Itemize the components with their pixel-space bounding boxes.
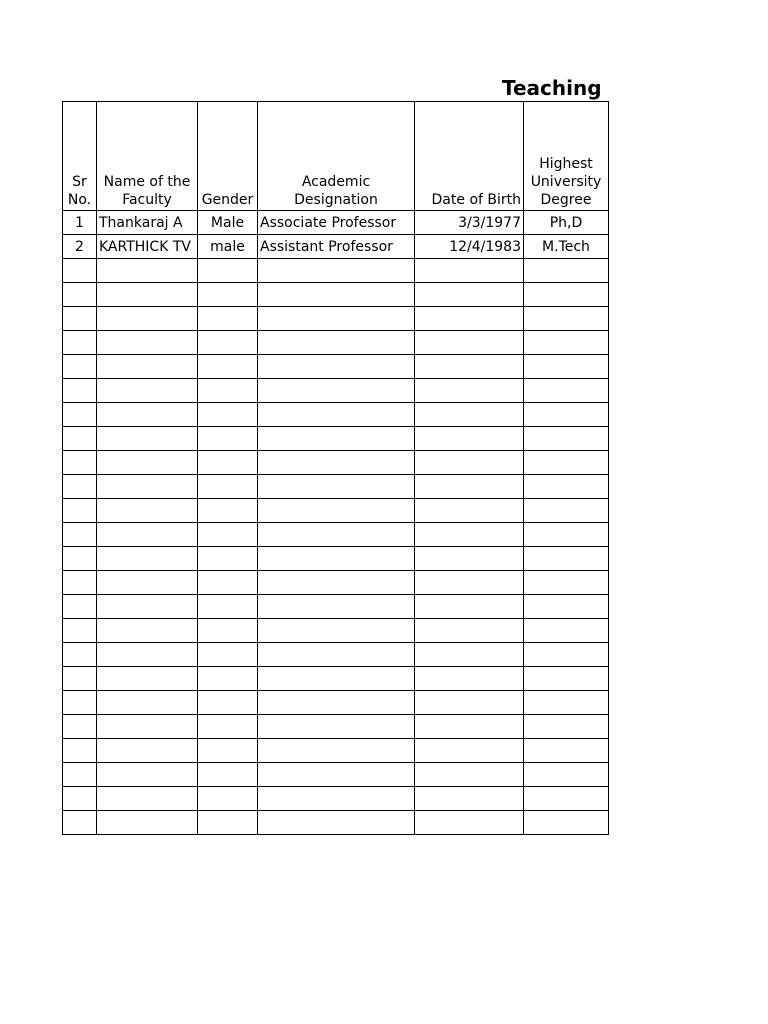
empty-cell-name[interactable] bbox=[97, 739, 198, 763]
sheet-title: Teaching bbox=[502, 76, 602, 100]
empty-cell-gender[interactable] bbox=[198, 259, 258, 283]
empty-row bbox=[63, 715, 609, 739]
empty-cell-gender[interactable] bbox=[198, 763, 258, 787]
empty-cell-dob[interactable] bbox=[415, 523, 524, 547]
empty-cell-dob[interactable] bbox=[415, 355, 524, 379]
empty-cell-sr-no[interactable] bbox=[63, 619, 97, 643]
empty-cell-dob[interactable] bbox=[415, 451, 524, 475]
empty-cell-degree[interactable] bbox=[524, 643, 609, 667]
empty-cell-name[interactable] bbox=[97, 307, 198, 331]
empty-row bbox=[63, 403, 609, 427]
empty-row bbox=[63, 547, 609, 571]
cell-dob[interactable]: 12/4/1983 bbox=[415, 235, 524, 259]
empty-cell-name[interactable] bbox=[97, 427, 198, 451]
empty-row bbox=[63, 307, 609, 331]
empty-cell-designation[interactable] bbox=[258, 667, 415, 691]
faculty-table bbox=[62, 101, 609, 835]
empty-cell-sr-no[interactable] bbox=[63, 571, 97, 595]
empty-cell-dob[interactable] bbox=[415, 715, 524, 739]
empty-cell-degree[interactable] bbox=[524, 715, 609, 739]
cell-designation[interactable]: Assistant Professor bbox=[258, 235, 415, 259]
empty-cell-degree[interactable] bbox=[524, 595, 609, 619]
empty-cell-sr-no[interactable] bbox=[63, 475, 97, 499]
empty-cell-degree[interactable] bbox=[524, 307, 609, 331]
empty-cell-sr-no[interactable] bbox=[63, 331, 97, 355]
empty-cell-name[interactable] bbox=[97, 331, 198, 355]
empty-cell-dob[interactable] bbox=[415, 739, 524, 763]
empty-cell-sr-no[interactable] bbox=[63, 259, 97, 283]
cell-name[interactable]: Thankaraj A bbox=[97, 211, 198, 235]
empty-cell-dob[interactable] bbox=[415, 331, 524, 355]
empty-cell-designation[interactable] bbox=[258, 355, 415, 379]
empty-cell-degree[interactable] bbox=[524, 355, 609, 379]
empty-cell-sr-no[interactable] bbox=[63, 595, 97, 619]
empty-cell-sr-no[interactable] bbox=[63, 691, 97, 715]
empty-cell-degree[interactable] bbox=[524, 571, 609, 595]
empty-cell-degree[interactable] bbox=[524, 667, 609, 691]
empty-cell-gender[interactable] bbox=[198, 331, 258, 355]
empty-cell-degree[interactable] bbox=[524, 547, 609, 571]
empty-cell-designation[interactable] bbox=[258, 475, 415, 499]
empty-row bbox=[63, 739, 609, 763]
empty-cell-sr-no[interactable] bbox=[63, 715, 97, 739]
header-row bbox=[63, 102, 609, 211]
empty-cell-sr-no[interactable] bbox=[63, 547, 97, 571]
empty-cell-degree[interactable] bbox=[524, 331, 609, 355]
cell-designation[interactable]: Associate Professor bbox=[258, 211, 415, 235]
empty-cell-designation[interactable] bbox=[258, 547, 415, 571]
empty-cell-name[interactable] bbox=[97, 787, 198, 811]
empty-cell-sr-no[interactable] bbox=[63, 811, 97, 835]
empty-row bbox=[63, 619, 609, 643]
empty-cell-designation[interactable] bbox=[258, 619, 415, 643]
empty-cell-designation[interactable] bbox=[258, 259, 415, 283]
empty-cell-gender[interactable] bbox=[198, 379, 258, 403]
empty-cell-gender[interactable] bbox=[198, 427, 258, 451]
empty-row bbox=[63, 499, 609, 523]
empty-cell-degree[interactable] bbox=[524, 811, 609, 835]
empty-cell-gender[interactable] bbox=[198, 403, 258, 427]
empty-cell-degree[interactable] bbox=[524, 403, 609, 427]
empty-cell-degree[interactable] bbox=[524, 475, 609, 499]
empty-cell-dob[interactable] bbox=[415, 427, 524, 451]
cell-sr-no[interactable]: 1 bbox=[63, 211, 97, 235]
header-degree: Highest University Degree bbox=[524, 102, 609, 211]
empty-cell-name[interactable] bbox=[97, 547, 198, 571]
empty-cell-dob[interactable] bbox=[415, 763, 524, 787]
empty-cell-designation[interactable] bbox=[258, 451, 415, 475]
empty-row bbox=[63, 355, 609, 379]
empty-cell-gender[interactable] bbox=[198, 451, 258, 475]
empty-cell-name[interactable] bbox=[97, 403, 198, 427]
empty-cell-gender[interactable] bbox=[198, 715, 258, 739]
empty-cell-degree[interactable] bbox=[524, 739, 609, 763]
empty-cell-dob[interactable] bbox=[415, 667, 524, 691]
empty-cell-gender[interactable] bbox=[198, 811, 258, 835]
empty-cell-designation[interactable] bbox=[258, 427, 415, 451]
empty-cell-name[interactable] bbox=[97, 523, 198, 547]
empty-cell-degree[interactable] bbox=[524, 691, 609, 715]
empty-cell-designation[interactable] bbox=[258, 307, 415, 331]
empty-cell-degree[interactable] bbox=[524, 259, 609, 283]
empty-cell-gender[interactable] bbox=[198, 283, 258, 307]
empty-row bbox=[63, 787, 609, 811]
empty-cell-name[interactable] bbox=[97, 571, 198, 595]
empty-cell-designation[interactable] bbox=[258, 787, 415, 811]
empty-cell-sr-no[interactable] bbox=[63, 787, 97, 811]
empty-row bbox=[63, 811, 609, 835]
empty-cell-dob[interactable] bbox=[415, 547, 524, 571]
empty-cell-gender[interactable] bbox=[198, 595, 258, 619]
empty-row bbox=[63, 283, 609, 307]
empty-cell-gender[interactable] bbox=[198, 355, 258, 379]
empty-cell-name[interactable] bbox=[97, 763, 198, 787]
empty-cell-designation[interactable] bbox=[258, 811, 415, 835]
empty-row bbox=[63, 763, 609, 787]
empty-cell-degree[interactable] bbox=[524, 763, 609, 787]
cell-dob[interactable]: 3/3/1977 bbox=[415, 211, 524, 235]
empty-cell-name[interactable] bbox=[97, 715, 198, 739]
cell-degree[interactable]: Ph,D bbox=[524, 211, 609, 235]
empty-cell-gender[interactable] bbox=[198, 739, 258, 763]
empty-cell-sr-no[interactable] bbox=[63, 739, 97, 763]
empty-cell-sr-no[interactable] bbox=[63, 643, 97, 667]
empty-cell-gender[interactable] bbox=[198, 643, 258, 667]
empty-cell-name[interactable] bbox=[97, 619, 198, 643]
header-sr-no: Sr No. bbox=[63, 102, 97, 211]
empty-cell-degree[interactable] bbox=[524, 787, 609, 811]
header-dob: Date of Birth bbox=[415, 102, 524, 211]
cell-gender[interactable]: Male bbox=[198, 211, 258, 235]
header-gender: Gender bbox=[198, 102, 258, 211]
empty-cell-gender[interactable] bbox=[198, 691, 258, 715]
empty-row bbox=[63, 475, 609, 499]
empty-cell-designation[interactable] bbox=[258, 595, 415, 619]
empty-cell-sr-no[interactable] bbox=[63, 379, 97, 403]
cell-name[interactable]: KARTHICK TV bbox=[97, 235, 198, 259]
empty-row bbox=[63, 379, 609, 403]
empty-cell-designation[interactable] bbox=[258, 715, 415, 739]
empty-row bbox=[63, 331, 609, 355]
empty-cell-dob[interactable] bbox=[415, 283, 524, 307]
empty-cell-dob[interactable] bbox=[415, 307, 524, 331]
header-name: Name of the Faculty bbox=[97, 102, 198, 211]
empty-cell-name[interactable] bbox=[97, 355, 198, 379]
empty-cell-name[interactable] bbox=[97, 259, 198, 283]
empty-cell-sr-no[interactable] bbox=[63, 523, 97, 547]
empty-cell-dob[interactable] bbox=[415, 643, 524, 667]
empty-cell-gender[interactable] bbox=[198, 571, 258, 595]
empty-cell-name[interactable] bbox=[97, 691, 198, 715]
empty-cell-designation[interactable] bbox=[258, 739, 415, 763]
empty-row bbox=[63, 691, 609, 715]
empty-cell-designation[interactable] bbox=[258, 571, 415, 595]
empty-cell-sr-no[interactable] bbox=[63, 355, 97, 379]
empty-cell-degree[interactable] bbox=[524, 619, 609, 643]
empty-cell-sr-no[interactable] bbox=[63, 451, 97, 475]
empty-row bbox=[63, 643, 609, 667]
empty-cell-designation[interactable] bbox=[258, 403, 415, 427]
empty-cell-sr-no[interactable] bbox=[63, 307, 97, 331]
empty-row bbox=[63, 427, 609, 451]
empty-cell-degree[interactable] bbox=[524, 379, 609, 403]
empty-cell-designation[interactable] bbox=[258, 763, 415, 787]
empty-cell-designation[interactable] bbox=[258, 283, 415, 307]
empty-cell-name[interactable] bbox=[97, 451, 198, 475]
cell-gender[interactable]: male bbox=[198, 235, 258, 259]
empty-cell-sr-no[interactable] bbox=[63, 499, 97, 523]
empty-cell-dob[interactable] bbox=[415, 619, 524, 643]
empty-cell-gender[interactable] bbox=[198, 499, 258, 523]
empty-cell-designation[interactable] bbox=[258, 379, 415, 403]
empty-row bbox=[63, 667, 609, 691]
empty-cell-gender[interactable] bbox=[198, 547, 258, 571]
empty-row bbox=[63, 571, 609, 595]
empty-cell-name[interactable] bbox=[97, 283, 198, 307]
empty-cell-name[interactable] bbox=[97, 379, 198, 403]
empty-cell-name[interactable] bbox=[97, 475, 198, 499]
empty-cell-designation[interactable] bbox=[258, 499, 415, 523]
empty-cell-dob[interactable] bbox=[415, 403, 524, 427]
empty-cell-name[interactable] bbox=[97, 595, 198, 619]
empty-cell-designation[interactable] bbox=[258, 331, 415, 355]
empty-cell-dob[interactable] bbox=[415, 475, 524, 499]
empty-cell-sr-no[interactable] bbox=[63, 427, 97, 451]
empty-cell-sr-no[interactable] bbox=[63, 403, 97, 427]
empty-cell-dob[interactable] bbox=[415, 811, 524, 835]
empty-cell-name[interactable] bbox=[97, 643, 198, 667]
empty-cell-sr-no[interactable] bbox=[63, 283, 97, 307]
empty-cell-gender[interactable] bbox=[198, 667, 258, 691]
empty-cell-name[interactable] bbox=[97, 499, 198, 523]
empty-row bbox=[63, 523, 609, 547]
empty-cell-dob[interactable] bbox=[415, 787, 524, 811]
empty-cell-designation[interactable] bbox=[258, 523, 415, 547]
table-row bbox=[63, 211, 609, 235]
empty-row bbox=[63, 259, 609, 283]
empty-cell-gender[interactable] bbox=[198, 523, 258, 547]
empty-cell-gender[interactable] bbox=[198, 475, 258, 499]
empty-cell-degree[interactable] bbox=[524, 523, 609, 547]
empty-cell-gender[interactable] bbox=[198, 787, 258, 811]
empty-cell-name[interactable] bbox=[97, 667, 198, 691]
empty-row bbox=[63, 451, 609, 475]
empty-cell-degree[interactable] bbox=[524, 427, 609, 451]
table-row bbox=[63, 235, 609, 259]
empty-cell-sr-no[interactable] bbox=[63, 667, 97, 691]
empty-cell-degree[interactable] bbox=[524, 499, 609, 523]
empty-cell-designation[interactable] bbox=[258, 643, 415, 667]
empty-cell-gender[interactable] bbox=[198, 307, 258, 331]
empty-cell-sr-no[interactable] bbox=[63, 763, 97, 787]
header-designation: Academic Designation bbox=[258, 102, 415, 211]
empty-cell-name[interactable] bbox=[97, 811, 198, 835]
empty-cell-gender[interactable] bbox=[198, 619, 258, 643]
cell-sr-no[interactable]: 2 bbox=[63, 235, 97, 259]
cell-degree[interactable]: M.Tech bbox=[524, 235, 609, 259]
empty-cell-dob[interactable] bbox=[415, 259, 524, 283]
empty-cell-dob[interactable] bbox=[415, 499, 524, 523]
empty-cell-dob[interactable] bbox=[415, 571, 524, 595]
empty-row bbox=[63, 595, 609, 619]
empty-cell-dob[interactable] bbox=[415, 691, 524, 715]
empty-cell-dob[interactable] bbox=[415, 595, 524, 619]
empty-cell-dob[interactable] bbox=[415, 379, 524, 403]
empty-cell-designation[interactable] bbox=[258, 691, 415, 715]
empty-cell-degree[interactable] bbox=[524, 451, 609, 475]
empty-cell-degree[interactable] bbox=[524, 283, 609, 307]
